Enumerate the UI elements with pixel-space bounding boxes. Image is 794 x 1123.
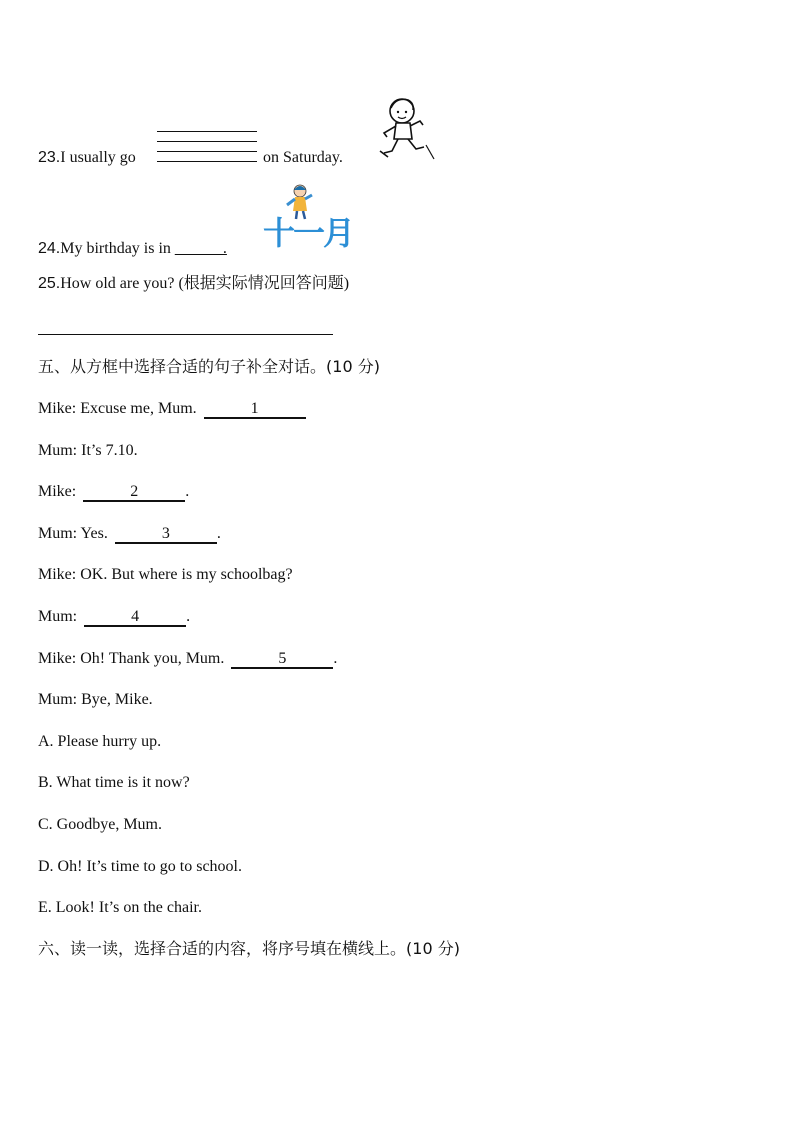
option-a: A. Please hurry up.	[38, 733, 162, 750]
question-number: 23.	[38, 149, 61, 166]
speaker: Mike:	[38, 566, 77, 583]
question-24	[38, 239, 227, 259]
dialogue-line	[38, 524, 221, 544]
dialogue-blank[interactable]: 4	[84, 609, 186, 627]
question-text-tail: on Saturday.	[263, 149, 343, 166]
option-e: E. Look! It’s on the chair.	[38, 899, 202, 916]
dialogue-line	[38, 399, 306, 419]
dialogue-blank[interactable]: 1	[204, 401, 306, 419]
november-picture	[263, 183, 359, 255]
dialogue-blank[interactable]: 5	[231, 651, 333, 669]
speaker: Mum:	[38, 525, 78, 542]
question-text: How old are you? (根据实际情况回答问题)	[60, 275, 350, 292]
dialogue-line	[38, 482, 189, 502]
dialogue-line	[38, 690, 153, 710]
speaker: Mike:	[38, 483, 77, 500]
dialogue-blank[interactable]: 3	[115, 526, 217, 544]
question-23	[38, 148, 136, 168]
section-title: 五、从方框中选择合适的句子补全对话。	[38, 357, 327, 376]
dialogue-line	[38, 565, 293, 585]
dialogue-punctuation: .	[333, 650, 338, 667]
speaker: Mum:	[38, 608, 78, 625]
speaker: Mum:	[38, 442, 78, 459]
question-text: My birthday is in	[60, 240, 171, 257]
dialogue-text: OK. But where is my schoolbag?	[80, 566, 293, 583]
speaker: Mike:	[38, 650, 77, 667]
dialogue-text: Bye, Mike.	[81, 691, 153, 708]
speaker: Mum:	[38, 691, 78, 708]
section-6-heading	[38, 939, 460, 959]
running-boy-icon	[378, 95, 438, 165]
answer-blank[interactable]: ______.	[174, 240, 227, 257]
question-number: 24.	[38, 240, 61, 257]
answer-line[interactable]	[38, 334, 333, 335]
dialogue-text: It’s 7.10.	[81, 442, 138, 459]
answer-lines[interactable]	[157, 131, 257, 163]
option-d: D. Oh! It’s time to go to school.	[38, 858, 242, 875]
question-25	[38, 274, 349, 294]
section-score: (10 分)	[326, 357, 380, 376]
question-number: 25.	[38, 275, 61, 292]
dialogue-text: Yes.	[80, 525, 108, 542]
section-score: (10 分)	[406, 939, 460, 958]
option-b: B. What time is it now?	[38, 774, 190, 791]
dialogue-line	[38, 649, 337, 669]
dialogue-punctuation: .	[185, 483, 190, 500]
dialogue-line	[38, 441, 138, 461]
dialogue-punctuation: .	[186, 608, 191, 625]
option-c: C. Goodbye, Mum.	[38, 816, 162, 833]
section-title: 六、读一读，选择合适的内容，将序号填在横线上。	[38, 939, 407, 958]
speaker: Mike:	[38, 400, 77, 417]
month-label: 十一月	[263, 214, 354, 252]
dialogue-text: Excuse me, Mum.	[80, 400, 197, 417]
dialogue-text: Oh! Thank you, Mum.	[80, 650, 225, 667]
dialogue-punctuation: .	[216, 525, 221, 542]
dialogue-blank[interactable]: 2	[83, 484, 185, 502]
question-text: I usually go	[60, 149, 136, 166]
section-5-heading	[38, 357, 380, 377]
dialogue-line	[38, 607, 190, 627]
question-23-tail	[263, 148, 343, 168]
